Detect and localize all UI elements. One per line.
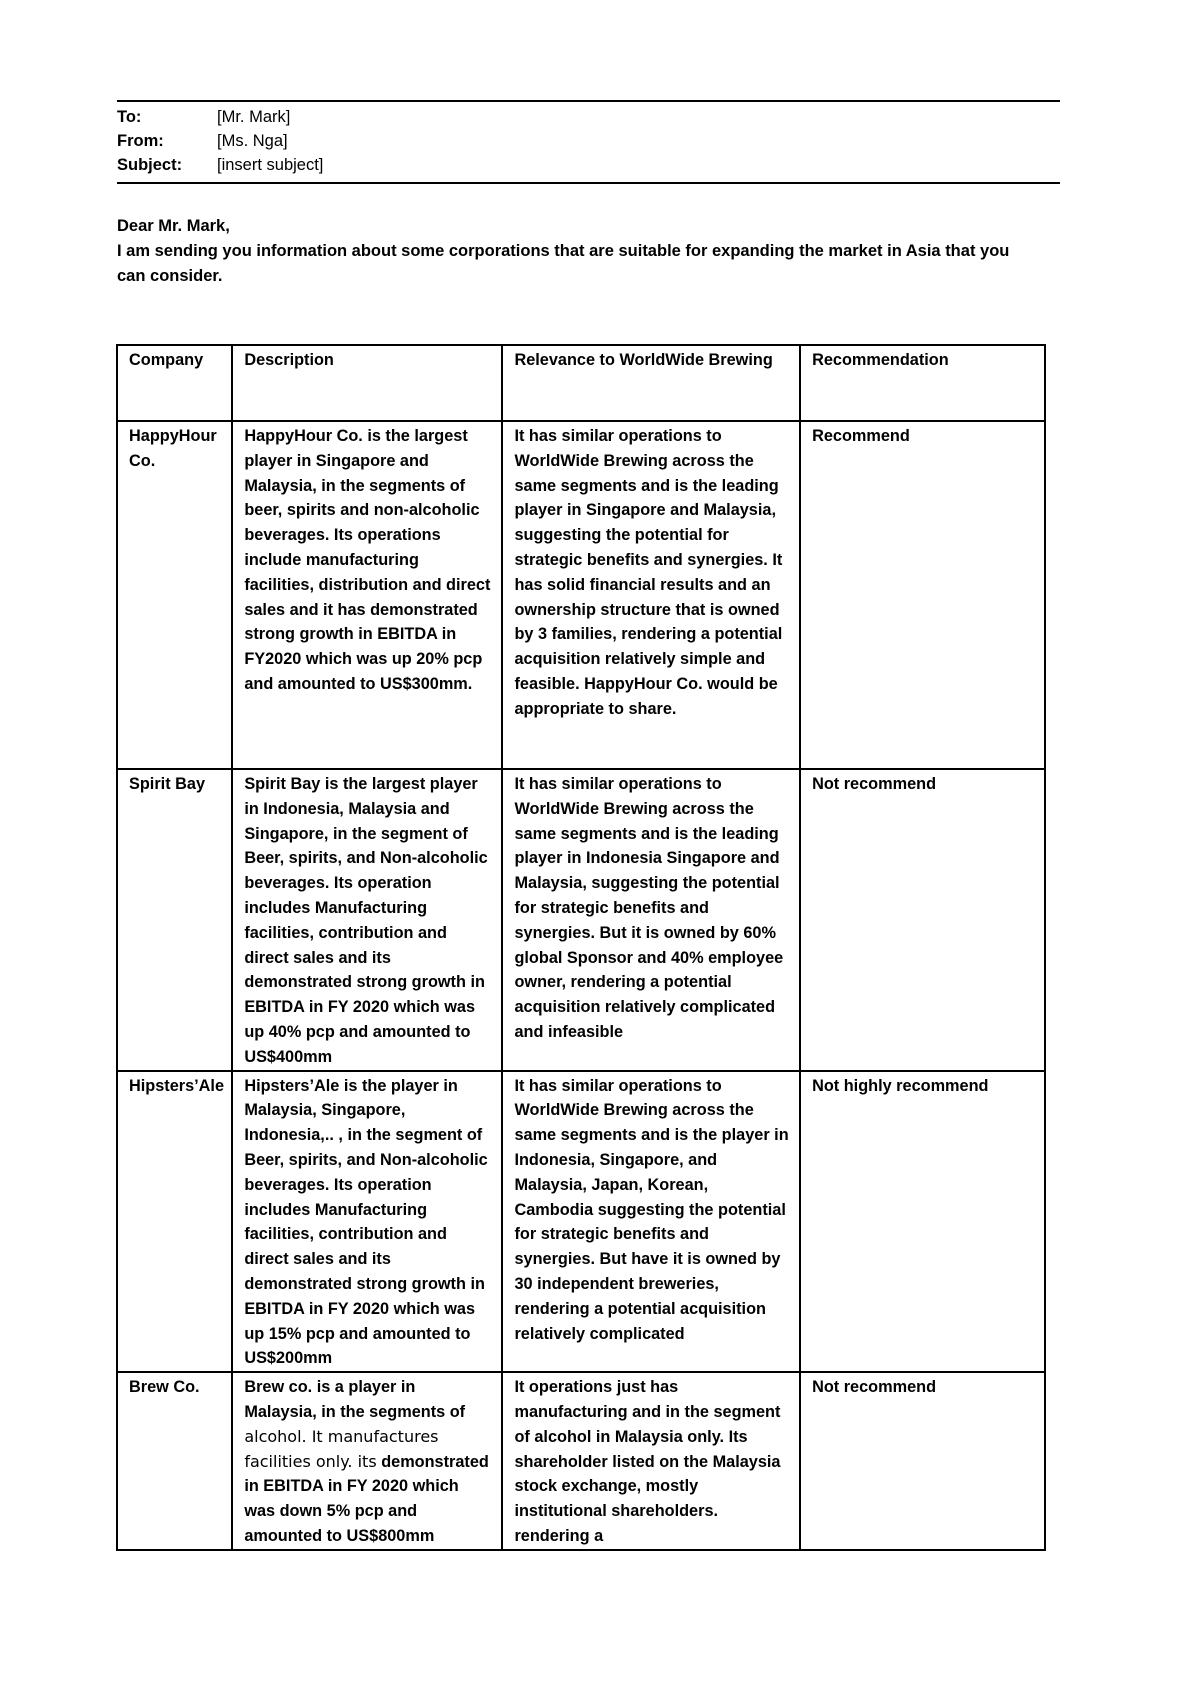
description-cell: Spirit Bay is the largest player in Indonesia, Malaysia and Singapore, in the segment of Beer, spirits, and Non-alcoholic beverages. Its operation includes Manufacturing facilities, contribution and direct sales and its demonstrated strong growth in EBITDA in FY 2020 which was up 40% pcp and amounted to US$400mm bbox=[232, 769, 502, 1071]
header-recommendation: Recommendation bbox=[800, 345, 1045, 421]
memo-subject-label: Subject: bbox=[117, 156, 183, 174]
recommendation-cell: Recommend bbox=[800, 421, 1045, 769]
company-cell: HappyHour Co. bbox=[117, 421, 232, 769]
memo-to-row bbox=[117, 105, 1060, 129]
memo-from-value: [Ms. Nga] bbox=[217, 132, 288, 150]
table-row bbox=[117, 421, 1045, 769]
table-row bbox=[117, 1071, 1045, 1373]
memo-header bbox=[117, 100, 1060, 184]
table-row bbox=[117, 1372, 1045, 1550]
letter-paragraph: I am sending you information about some corporations that are suitable for expanding the market in Asia that you can consider. bbox=[117, 242, 1010, 285]
recommendation-cell: Not highly recommend bbox=[800, 1071, 1045, 1373]
table-row bbox=[117, 769, 1045, 1071]
relevance-cell: It operations just has manufacturing and in the segment of alcohol in Malaysia only. Its shareholder listed on the Malaysia stock exchange, mostly institutional shareholders. rendering a bbox=[502, 1372, 800, 1550]
header-description: Description bbox=[232, 345, 502, 421]
company-cell: Spirit Bay bbox=[117, 769, 232, 1071]
relevance-cell: It has similar operations to WorldWide Brewing across the same segments and is the player in Indonesia, Singapore, and Malaysia, Japan, Korean, Cambodia suggesting the potential for strategic benefits and synergies. But have it is owned by 30 independent breweries, rendering a potential acquisition relatively complicated bbox=[502, 1071, 800, 1373]
letter-body bbox=[117, 214, 1037, 289]
memo-to-value: [Mr. Mark] bbox=[217, 108, 291, 126]
description-part-c: demonstrated in EBITDA in FY 2020 which was down 5% pcp and amounted to US$800mm bbox=[244, 1452, 489, 1545]
letter-greeting: Dear Mr. Mark, bbox=[117, 217, 230, 235]
description-part-a: Brew co. is a player in Malaysia, in the segments of bbox=[244, 1378, 466, 1421]
company-cell: Brew Co. bbox=[117, 1372, 232, 1550]
memo-to-label: To: bbox=[117, 108, 142, 126]
description-cell: Hipsters’Ale is the player in Malaysia, Singapore, Indonesia,.. , in the segment of Beer, spirits, and Non-alcoholic beverages. Its operation includes Manufacturing facilities, contribution and direct sales and its demonstrated strong growth in EBITDA in FY 2020 which was up 15% pcp and amounted to US$200mm bbox=[232, 1071, 502, 1373]
header-relevance: Relevance to WorldWide Brewing bbox=[502, 345, 800, 421]
company-cell: Hipsters’Ale bbox=[117, 1071, 232, 1373]
recommendation-cell: Not recommend bbox=[800, 1372, 1045, 1550]
description-cell: HappyHour Co. is the largest player in Singapore and Malaysia, in the segments of beer, spirits and non-alcoholic beverages. Its operations include manufacturing facilities, distribution and direct sales and it has demonstrated strong growth in EBITDA in FY2020 which was up 20% pcp and amounted to US$300mm. bbox=[232, 421, 502, 769]
memo-subject-row bbox=[117, 153, 1060, 177]
recommendation-cell: Not recommend bbox=[800, 769, 1045, 1071]
memo-from-label: From: bbox=[117, 132, 164, 150]
memo-subject-value: [insert subject] bbox=[217, 156, 324, 174]
memo-from-row bbox=[117, 129, 1060, 153]
header-company: Company bbox=[117, 345, 232, 421]
table-header-row bbox=[117, 345, 1045, 421]
description-cell bbox=[232, 1372, 502, 1550]
description-part-b: alcohol. It manufactures facilities only. its bbox=[244, 1426, 439, 1471]
company-comparison-table bbox=[116, 344, 1046, 1551]
relevance-cell: It has similar operations to WorldWide Brewing across the same segments and is the leading player in Indonesia Singapore and Malaysia, suggesting the potential for strategic benefits and synergies. But it is owned by 60% global Sponsor and 40% employee owner, rendering a potential acquisition relatively complicated and infeasible bbox=[502, 769, 800, 1071]
relevance-cell: It has similar operations to WorldWide Brewing across the same segments and is the leading player in Singapore and Malaysia, suggesting the potential for strategic benefits and synergies. It has solid financial results and an ownership structure that is owned by 3 families, rendering a potential acquisition relatively simple and feasible. HappyHour Co. would be appropriate to share. bbox=[502, 421, 800, 769]
